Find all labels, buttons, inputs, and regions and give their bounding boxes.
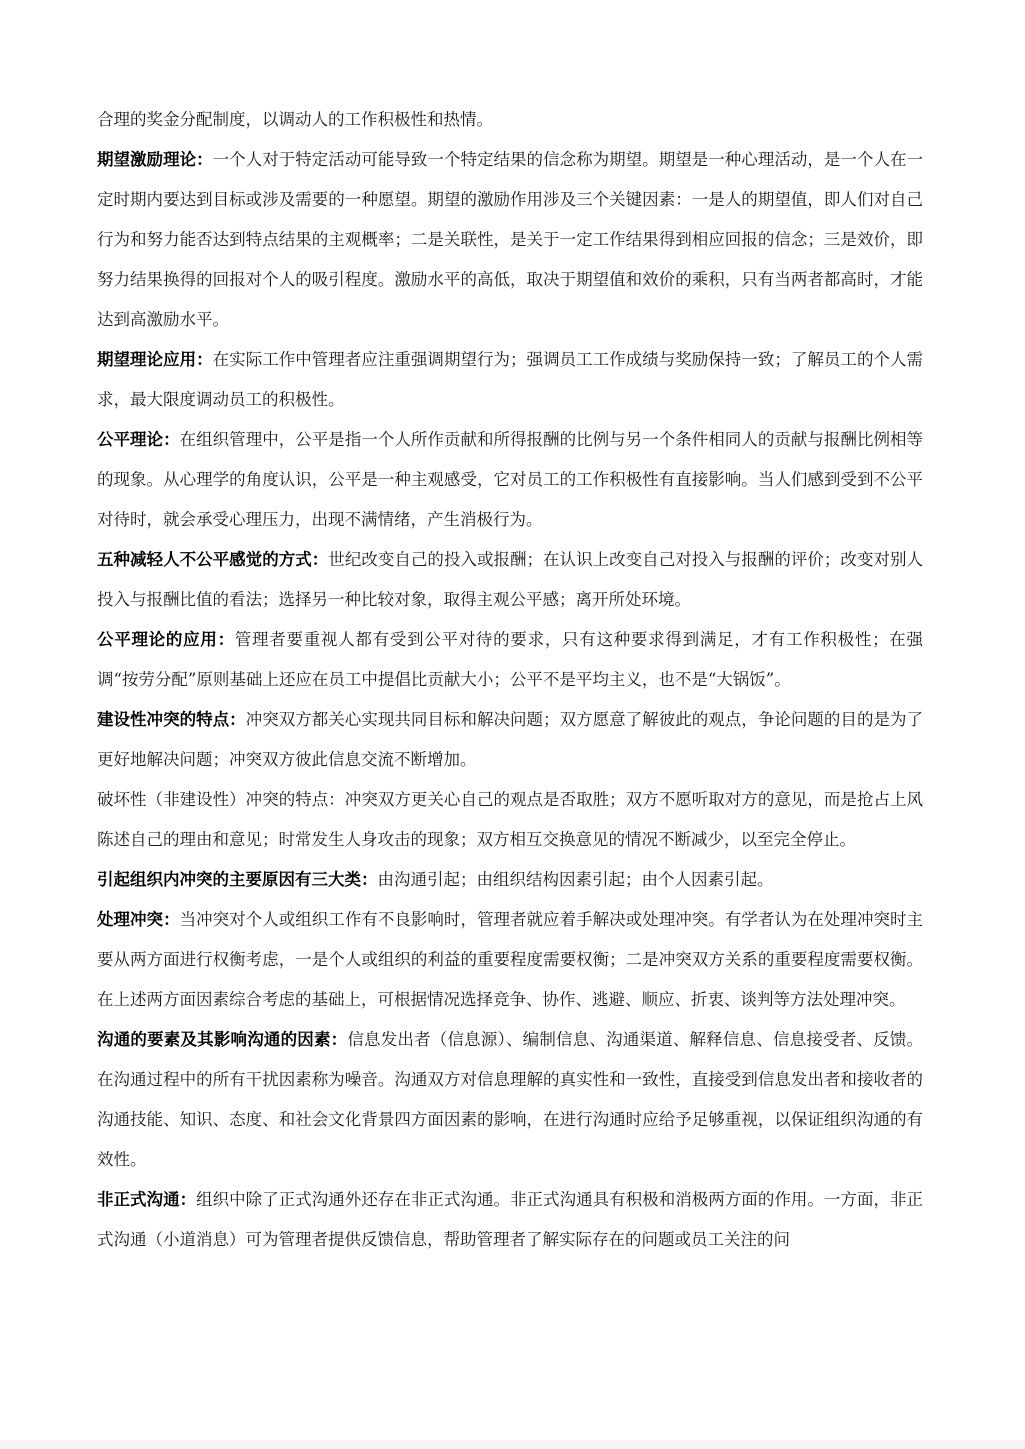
paragraph-text: 由沟通引起；由组织结构因素引起；由个人因素引起。 xyxy=(377,870,774,889)
paragraph-term: 引起组织内冲突的主要原因有三大类： xyxy=(97,870,378,889)
paragraph-term: 公平理论的应用： xyxy=(97,630,235,649)
paragraph xyxy=(97,1180,923,1260)
paragraph-text: 管理者要重视人都有受到公平对待的要求，只有这种要求得到满足，才有工作积极性；在强调“按劳分配”原则基础上还应在员工中提倡比贡献大小；公平不是平均主义，也不是“大锅饭”。 xyxy=(97,630,924,689)
paragraph-term: 沟通的要素及其影响沟通的因素： xyxy=(97,1030,348,1049)
paragraph-term: 处理冲突： xyxy=(97,910,180,929)
paragraph-text: 合理的奖金分配制度，以调动人的工作积极性和热情。 xyxy=(97,110,493,129)
paragraph xyxy=(97,780,923,860)
document-body xyxy=(97,100,923,1260)
paragraph-term: 非正式沟通： xyxy=(97,1190,197,1209)
paragraph-text: 破坏性（非建设性）冲突的特点：冲突双方更关心自己的观点是否取胜；双方不愿听取对方的意见，而是抢占上风陈述自己的理由和意见；时常发生人身攻击的现象；双方相互交换意见的情况不断减少，以至完全停止。 xyxy=(97,790,923,849)
paragraph xyxy=(97,900,923,1020)
paragraph-text: 当冲突对个人或组织工作有不良影响时，管理者就应着手解决或处理冲突。有学者认为在处理冲突时主要从两方面进行权衡考虑，一是个人或组织的利益的重要程度需要权衡；二是冲突双方关系的重要程度需要权衡。在上述两方面因素综合考虑的基础上，可根据情况选择竞争、协作、逃避、顺应、折衷、谈判等方法处理冲突。 xyxy=(97,910,924,1009)
paragraph xyxy=(97,140,923,340)
paragraph-term: 期望激励理论： xyxy=(97,150,213,169)
paragraph xyxy=(97,860,923,900)
paragraph-text: 冲突双方都关心实现共同目标和解决问题；双方愿意了解彼此的观点，争论问题的目的是为了更好地解决问题；冲突双方彼此信息交流不断增加。 xyxy=(97,710,924,769)
paragraph xyxy=(97,700,923,780)
paragraph xyxy=(97,420,923,540)
paragraph xyxy=(97,620,923,700)
paragraph-text: 世纪改变自己的投入或报酬；在认识上改变自己对投入与报酬的评价；改变对别人投入与报酬比值的看法；选择另一种比较对象，取得主观公平感；离开所处环境。 xyxy=(97,550,924,609)
paragraph-text: 在实际工作中管理者应注重强调期望行为；强调员工工作成绩与奖励保持一致；了解员工的个人需求，最大限度调动员工的积极性。 xyxy=(97,350,924,409)
paragraph-term: 期望理论应用： xyxy=(97,350,213,369)
paragraph xyxy=(97,1020,923,1180)
paragraph xyxy=(97,340,923,420)
paragraph-term: 公平理论： xyxy=(97,430,180,449)
paragraph xyxy=(97,540,923,620)
paragraph-text: 信息发出者（信息源）、编制信息、沟通渠道、解释信息、信息接受者、反馈。在沟通过程中的所有干扰因素称为噪音。沟通双方对信息理解的真实性和一致性，直接受到信息发出者和接收者的沟通技能、知识、态度、和社会文化背景四方面因素的影响，在进行沟通时应给予足够重视，以保证组织沟通的有效性。 xyxy=(97,1030,924,1169)
paragraph-term: 建设性冲突的特点： xyxy=(97,710,246,729)
paragraph-text: 一个人对于特定活动可能导致一个特定结果的信念称为期望。期望是一种心理活动，是一个人在一定时期内要达到目标或涉及需要的一种愿望。期望的激励作用涉及三个关键因素：一是人的期望值，即人们对自己行为和努力能否达到特点结果的主观概率；二是关联性，是关于一定工作结果得到相应回报的信念；三是效价，即努力结果换得的回报对个人的吸引程度。激励水平的高低，取决于期望值和效价的乘积，只有当两者都高时，才能达到高激励水平。 xyxy=(97,150,924,329)
paragraph-text: 组织中除了正式沟通外还存在非正式沟通。非正式沟通具有积极和消极两方面的作用。一方面，非正式沟通（小道消息）可为管理者提供反馈信息，帮助管理者了解实际存在的问题或员工关注的问 xyxy=(97,1190,924,1249)
page-bottom-gutter xyxy=(0,1440,1025,1449)
paragraph xyxy=(97,100,923,140)
paragraph-term: 五种减轻人不公平感觉的方式： xyxy=(97,550,329,569)
paragraph-text: 在组织管理中，公平是指一个人所作贡献和所得报酬的比例与另一个条件相同人的贡献与报酬比例相等的现象。从心理学的角度认识，公平是一种主观感受，它对员工的工作积极性有直接影响。当人们感到受到不公平对待时，就会承受心理压力，出现不满情绪，产生消极行为。 xyxy=(97,430,924,529)
